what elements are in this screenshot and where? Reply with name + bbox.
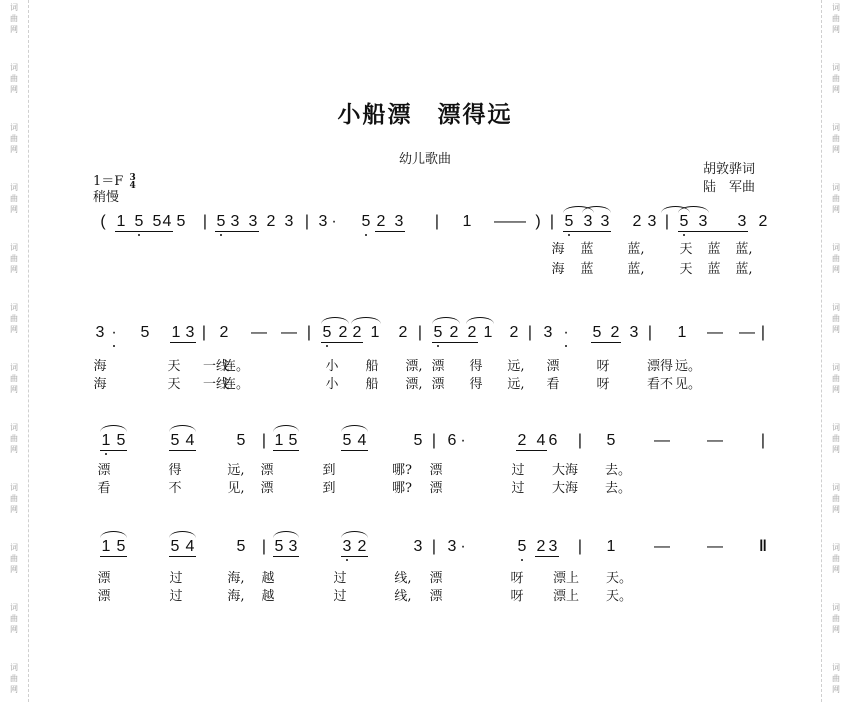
note: 3 [342, 538, 352, 555]
note: 1 [101, 538, 111, 555]
lyric-verse-2: 呀 [596, 377, 610, 392]
note: 4 [536, 432, 546, 449]
barline: | [760, 432, 766, 449]
barline: | [527, 324, 533, 341]
barline: | [577, 432, 583, 449]
lyric-verse-1: 漂 [97, 463, 111, 478]
note-underline [535, 556, 559, 557]
lyric-verse-1: 海 [93, 359, 107, 374]
lyric-verse-2: 见。 [674, 377, 702, 392]
note: 2 [758, 213, 768, 230]
note: 5 [170, 432, 180, 449]
note: 5 [433, 324, 443, 341]
lyric-verse-2: 线, [394, 589, 412, 604]
barline: | [417, 324, 423, 341]
lyric-verse-2: 连。 [222, 377, 250, 392]
lyric-verse-1: 去。 [604, 463, 632, 478]
lyric-verse-2: 得 [469, 377, 483, 392]
lyric-verse-2: 过 [333, 589, 347, 604]
lyric-verse-1: 小 [325, 359, 339, 374]
watermark-text: 词 曲 网 [10, 63, 18, 94]
dot-mark: · [460, 538, 466, 555]
note: 5 [413, 432, 423, 449]
note-underline [375, 231, 405, 232]
barline: | [664, 213, 670, 230]
lyric-verse-2: 漂 [97, 589, 111, 604]
lyric-verse-2: 远, [507, 377, 525, 392]
lyric-verse-2: 天。 [605, 589, 633, 604]
composer-credit: 陆 军曲 [703, 180, 756, 195]
barline: | [202, 213, 208, 230]
note: 1 [462, 213, 472, 230]
note: 2 [536, 538, 546, 555]
dot-mark: · [460, 432, 466, 449]
lyric-verse-1: 漂 [260, 463, 274, 478]
note: 2 [338, 324, 348, 341]
note: 3 [600, 213, 610, 230]
note: 3 [447, 538, 457, 555]
watermark-text: 词 曲 网 [832, 3, 840, 34]
watermark-text: 词 曲 网 [832, 63, 840, 94]
note-underline [169, 556, 196, 557]
note-underline [432, 342, 478, 343]
lyric-verse-2: 天 [167, 377, 181, 392]
sustain-dash: — [739, 324, 755, 341]
note-underline [516, 450, 547, 451]
note-underline [170, 342, 196, 343]
lyric-verse-1: 得 [168, 463, 182, 478]
note: 4 [185, 538, 195, 555]
note-underline [321, 342, 363, 343]
low-octave-dot [437, 345, 439, 347]
lyric-verse-2: 小 [325, 377, 339, 392]
note: 3 [248, 213, 258, 230]
lyric-verse-1: 船 [365, 359, 379, 374]
time-signature-bottom: 4 [129, 180, 136, 191]
barline: | [647, 324, 653, 341]
watermark-text: 词 曲 网 [832, 243, 840, 274]
lyric-verse-1: 过 [511, 463, 525, 478]
lyric-verse-2: 蓝 [707, 262, 721, 277]
barline: | [577, 538, 583, 555]
lyric-verse-2: 大海 [551, 481, 579, 496]
note-underline [100, 556, 127, 557]
slur-arc [100, 425, 127, 432]
lyric-verse-1: 越 [261, 571, 275, 586]
lyric-verse-2: 哪? [392, 481, 412, 496]
note: 2 [376, 213, 386, 230]
lyric-verse-2: 海 [551, 262, 565, 277]
barline: | [431, 432, 437, 449]
lyric-verse-2: 漂 [429, 481, 443, 496]
note: 5 [116, 432, 126, 449]
slur-arc [582, 206, 611, 213]
note: 3 [629, 324, 639, 341]
note: 2 [467, 324, 477, 341]
lyric-verse-1: 过 [333, 571, 347, 586]
lyric-verse-1: 远, [227, 463, 245, 478]
low-octave-dot [568, 234, 570, 236]
low-octave-dot [365, 234, 367, 236]
note: 3 [394, 213, 404, 230]
slur-arc [100, 531, 127, 538]
note: 5 [274, 538, 284, 555]
slur-arc [169, 425, 196, 432]
lyric-verse-2: 船 [365, 377, 379, 392]
lyric-verse-1: 漂得 [646, 359, 674, 374]
note: 6 [447, 432, 457, 449]
note: 1 [116, 213, 126, 230]
note: 5 [288, 432, 298, 449]
barline: | [306, 324, 312, 341]
lyric-verse-1: 蓝 [707, 242, 721, 257]
note: 5 [361, 213, 371, 230]
watermark-text: 词 曲 网 [832, 543, 840, 574]
low-octave-dot [326, 345, 328, 347]
note: 4 [162, 213, 172, 230]
barline: | [431, 538, 437, 555]
lyric-verse-2: 不 [168, 481, 182, 496]
note: 2 [219, 324, 229, 341]
note: 3 [698, 213, 708, 230]
note-underline [341, 556, 368, 557]
note: 3 [288, 538, 298, 555]
barline: | [261, 538, 267, 555]
lyric-verse-2: 看 [546, 377, 560, 392]
note: 2 [632, 213, 642, 230]
note: 5 [606, 432, 616, 449]
lyric-verse-1: 漂 [431, 359, 445, 374]
lyric-verse-2: 天 [679, 262, 693, 277]
slur-arc [351, 317, 381, 324]
note: 5 [134, 213, 144, 230]
paren: ( [100, 213, 106, 230]
note-underline [678, 231, 748, 232]
lyric-verse-1: 漂 [546, 359, 560, 374]
low-octave-dot [138, 234, 140, 236]
note-underline [115, 231, 173, 232]
slur-arc [341, 531, 368, 538]
lyric-verse-1: 远, [507, 359, 525, 374]
watermark-text: 词 曲 网 [832, 483, 840, 514]
note: 5 [517, 538, 527, 555]
sustain-dash: — [707, 432, 723, 449]
note: 3 [284, 213, 294, 230]
low-octave-dot [346, 559, 348, 561]
tempo-marking: 稍慢 [93, 190, 120, 205]
lyric-verse-2: 蓝, [627, 262, 645, 277]
note-underline [591, 342, 621, 343]
note: 5 [176, 213, 186, 230]
note: 3 [583, 213, 593, 230]
watermark-text: 词 曲 网 [10, 543, 18, 574]
note: 4 [185, 432, 195, 449]
lyric-verse-1: 漂 [97, 571, 111, 586]
note: 5 [322, 324, 332, 341]
note: 1 [370, 324, 380, 341]
time-signature-top: 3 [129, 172, 136, 183]
note: 6 [548, 432, 558, 449]
time-signature [129, 174, 135, 190]
low-octave-dot [565, 345, 567, 347]
note: 1 [171, 324, 181, 341]
dot-mark: · [111, 324, 117, 341]
watermark-text: 词 曲 网 [832, 663, 840, 694]
lyric-verse-2: 越 [261, 589, 275, 604]
watermark-text: 词 曲 网 [832, 303, 840, 334]
note: 2 [449, 324, 459, 341]
lyric-verse-1: 一线 [202, 359, 230, 374]
slur-arc [273, 425, 299, 432]
watermark-text: 词 曲 网 [10, 243, 18, 274]
lyric-verse-2: 漂 [260, 481, 274, 496]
note: 5 [564, 213, 574, 230]
lyric-verse-1: 连。 [222, 359, 250, 374]
lyric-verse-1: 天 [167, 359, 181, 374]
lyric-verse-2: 漂, [405, 377, 423, 392]
note-underline [215, 231, 259, 232]
watermark-text: 词 曲 网 [832, 363, 840, 394]
watermark-text: 词 曲 网 [10, 603, 18, 634]
lyric-verse-2: 呀 [510, 589, 524, 604]
note: 5 [170, 538, 180, 555]
slur-arc [678, 206, 709, 213]
dot-mark: · [331, 213, 337, 230]
paren: ) [535, 213, 541, 230]
lyric-verse-2: 见, [227, 481, 245, 496]
barline: | [434, 213, 440, 230]
note-underline [169, 450, 196, 451]
lyricist-credit: 胡敦骅词 [703, 162, 756, 177]
lyric-verse-2: 蓝, [735, 262, 753, 277]
lyric-verse-2: 漂 [431, 377, 445, 392]
sustain-dash: — [707, 324, 723, 341]
low-octave-dot [113, 345, 115, 347]
note: 3 [413, 538, 423, 555]
note: 2 [509, 324, 519, 341]
sustain-dash: — [654, 538, 670, 555]
sustain-dash: — [251, 324, 267, 341]
sustain-dash: — [510, 213, 526, 230]
note: 4 [357, 432, 367, 449]
note: 1 [101, 432, 111, 449]
lyric-verse-1: 天。 [605, 571, 633, 586]
barline: | [261, 432, 267, 449]
barline: | [549, 213, 555, 230]
song-title: 小船漂 漂得远 [337, 101, 513, 128]
lyric-verse-2: 一线 [202, 377, 230, 392]
lyric-verse-2: 看不 [646, 377, 674, 392]
watermark-text: 词 曲 网 [10, 423, 18, 454]
lyric-verse-2: 漂上 [552, 589, 580, 604]
note: 5 [236, 538, 246, 555]
slur-arc [273, 531, 299, 538]
lyric-verse-2: 看 [97, 481, 111, 496]
note: 3 [543, 324, 553, 341]
lyric-verse-1: 到 [322, 463, 336, 478]
watermark-text: 词 曲 网 [10, 663, 18, 694]
note: 2 [610, 324, 620, 341]
low-octave-dot [683, 234, 685, 236]
note: 3 [647, 213, 657, 230]
sustain-dash: — [494, 213, 510, 230]
note-underline [563, 231, 611, 232]
note: 5 [342, 432, 352, 449]
watermark-text: 词 曲 网 [10, 3, 18, 34]
barline: | [201, 324, 207, 341]
note: 5 [592, 324, 602, 341]
watermark-text: 词 曲 网 [832, 183, 840, 214]
note: 3 [318, 213, 328, 230]
lyric-verse-1: 线, [394, 571, 412, 586]
note: 2 [357, 538, 367, 555]
note: 2 [517, 432, 527, 449]
note: 1 [677, 324, 687, 341]
lyric-verse-1: 海, [227, 571, 245, 586]
note: 3 [548, 538, 558, 555]
slur-arc [169, 531, 196, 538]
slur-arc [466, 317, 494, 324]
note: 5 [116, 538, 126, 555]
note: 5 [236, 432, 246, 449]
watermark-text: 词 曲 网 [832, 603, 840, 634]
lyric-verse-2: 漂 [429, 589, 443, 604]
sustain-dash: — [707, 538, 723, 555]
lyric-verse-2: 海, [227, 589, 245, 604]
lyric-verse-1: 蓝, [735, 242, 753, 257]
watermark-text: 词 曲 网 [10, 123, 18, 154]
lyric-verse-1: 漂, [405, 359, 423, 374]
dot-mark: · [563, 324, 569, 341]
lyric-verse-1: 漂 [429, 571, 443, 586]
lyric-verse-1: 过 [169, 571, 183, 586]
sustain-dash: — [654, 432, 670, 449]
note: 1 [274, 432, 284, 449]
lyric-verse-1: 蓝 [580, 242, 594, 257]
note-underline [100, 450, 127, 451]
lyric-verse-1: 呀 [596, 359, 610, 374]
lyric-verse-1: 海 [551, 242, 565, 257]
note: 5 [152, 213, 162, 230]
note-underline [341, 450, 368, 451]
lyric-verse-1: 呀 [510, 571, 524, 586]
watermark-text: 词 曲 网 [10, 483, 18, 514]
lyric-verse-1: 哪? [392, 463, 412, 478]
watermark-text: 词 曲 网 [10, 303, 18, 334]
lyric-verse-2: 到 [322, 481, 336, 496]
slur-arc [321, 317, 349, 324]
note: 2 [398, 324, 408, 341]
lyric-verse-2: 海 [93, 377, 107, 392]
slur-arc [432, 317, 460, 324]
note-underline [273, 556, 299, 557]
lyric-verse-2: 过 [511, 481, 525, 496]
lyric-verse-1: 漂 [429, 463, 443, 478]
low-octave-dot [105, 453, 107, 455]
watermark-text: 词 曲 网 [832, 123, 840, 154]
lyric-verse-1: 蓝, [627, 242, 645, 257]
lyric-verse-1: 远。 [674, 359, 702, 374]
lyric-verse-2: 过 [169, 589, 183, 604]
note: 1 [606, 538, 616, 555]
low-octave-dot [220, 234, 222, 236]
lyric-verse-2: 去。 [604, 481, 632, 496]
lyric-verse-1: 大海 [551, 463, 579, 478]
song-subtitle: 幼儿歌曲 [398, 152, 451, 167]
note: 2 [352, 324, 362, 341]
slur-arc [341, 425, 368, 432]
low-octave-dot [521, 559, 523, 561]
note: 3 [185, 324, 195, 341]
note: 2 [266, 213, 276, 230]
note: 3 [737, 213, 747, 230]
lyric-verse-1: 得 [469, 359, 483, 374]
note: 5 [679, 213, 689, 230]
barline: | [760, 324, 766, 341]
lyric-verse-2: 蓝 [580, 262, 594, 277]
watermark-text: 词 曲 网 [832, 423, 840, 454]
barline: ‖ [759, 538, 767, 555]
note: 3 [95, 324, 105, 341]
watermark-text: 词 曲 网 [10, 183, 18, 214]
note: 5 [140, 324, 150, 341]
barline: | [304, 213, 310, 230]
lyric-verse-1: 漂上 [552, 571, 580, 586]
key-label: 1＝F [93, 174, 124, 189]
note-underline [273, 450, 299, 451]
note: 3 [230, 213, 240, 230]
note: 5 [216, 213, 226, 230]
note: 1 [483, 324, 493, 341]
lyric-verse-1: 天 [679, 242, 693, 257]
watermark-text: 词 曲 网 [10, 363, 18, 394]
sustain-dash: — [281, 324, 297, 341]
